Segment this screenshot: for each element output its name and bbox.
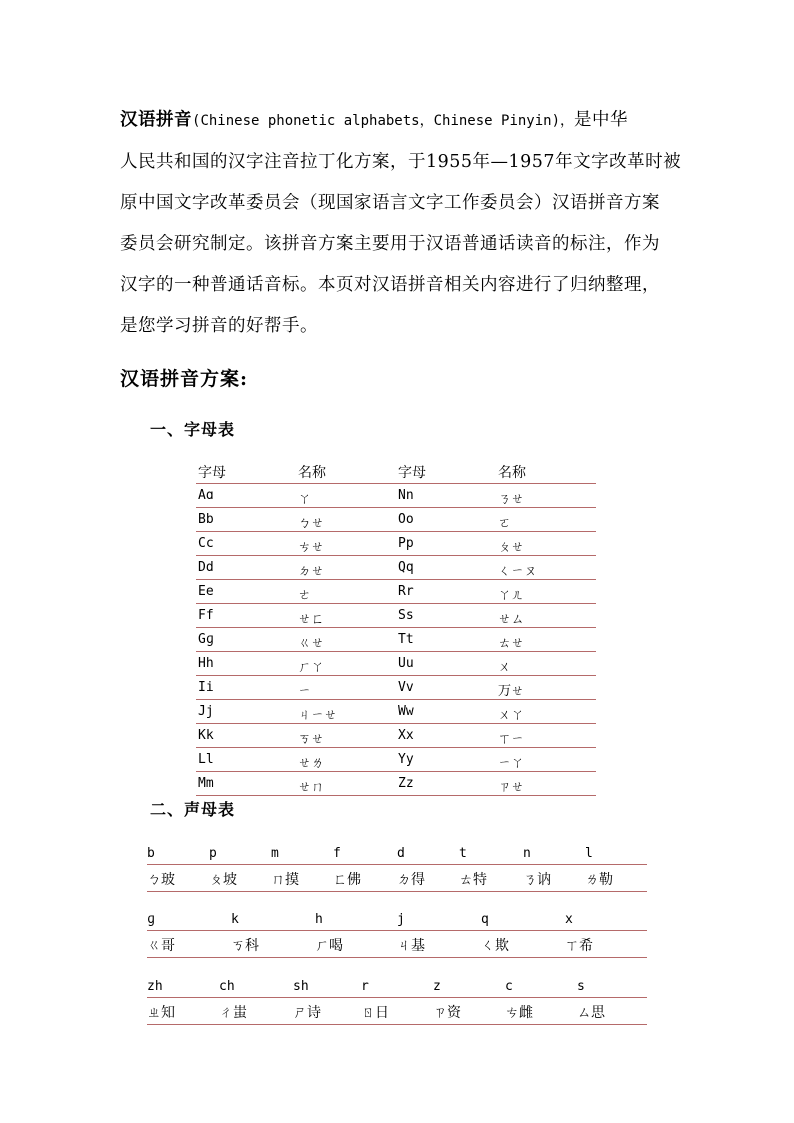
alphabet-cell-name-a: ㄧ (298, 684, 312, 699)
intro-line-1 (120, 100, 685, 142)
intro-paren-open: ( (192, 113, 201, 129)
alphabet-cell-letter-b: Ww (398, 704, 414, 719)
alphabet-cell-name-a: ㄝㄌ (298, 756, 325, 771)
intro-line-2: 人民共和国的汉字注音拉丁化方案，于1955年—1957年文字改革时被 (120, 152, 682, 172)
initial-latin: zh (147, 979, 163, 994)
alphabet-cell-letter-a: Ff (198, 608, 214, 623)
intro-line-3: 原中国文字改革委员会（现国家语言文字工作委员会）汉语拼音方案 (120, 193, 660, 213)
alphabet-section-title: 一、字母表 (150, 420, 236, 439)
initial-latin: ɡ (147, 912, 155, 927)
alphabet-cell-name-b: ㄨ (498, 660, 512, 675)
alphabet-row (196, 772, 596, 796)
alphabet-cell-letter-a: Ll (198, 752, 214, 767)
intro-line-4: 委员会研究制定。该拼音方案主要用于汉语普通话读音的标注，作为 (120, 234, 660, 254)
intro-line-1-tail: 是中华 (574, 110, 629, 130)
intro-latin-term: Chinese phonetic alphabets，Chinese Pinyin (200, 113, 552, 129)
alphabet-row (196, 580, 596, 604)
alphabet-cell-name-a: ㄉㄝ (298, 564, 325, 579)
initial-zhuyin-example: ㄑ欺 (481, 938, 509, 954)
alphabet-cell-letter-b: Nn (398, 488, 414, 503)
initials-zhuyin-row (147, 865, 647, 892)
header-letter-2: 字母 (398, 465, 426, 481)
intro-line-5: 汉字的一种普通话音标。本页对汉语拼音相关内容进行了归纳整理， (120, 275, 660, 295)
initials-latin-row (147, 909, 647, 931)
alphabet-cell-name-a: ㄎㄝ (298, 732, 325, 747)
alphabet-cell-letter-a: Mm (198, 776, 214, 791)
initial-latin: l (585, 846, 593, 861)
alphabet-row (196, 508, 596, 532)
initial-zhuyin-example: ㄈ佛 (333, 872, 361, 888)
initial-zhuyin-example: ㄅ玻 (147, 872, 175, 888)
alphabet-cell-name-b: ㄋㄝ (498, 492, 525, 507)
initial-latin: s (577, 979, 585, 994)
alphabet-cell-letter-a: Dd (198, 560, 214, 575)
alphabet-row (196, 676, 596, 700)
alphabet-cell-name-a: ㄝㄈ (298, 612, 325, 627)
alphabet-row (196, 628, 596, 652)
initial-latin: d (397, 846, 405, 861)
initial-zhuyin-example: ㄓ知 (147, 1005, 175, 1021)
initial-latin: b (147, 846, 155, 861)
alphabet-cell-name-b: ㄒㄧ (498, 732, 525, 747)
alphabet-cell-letter-a: Aɑ (198, 488, 214, 503)
alphabet-cell-name-a: ㄜ (298, 588, 312, 603)
alphabet-cell-letter-a: Bb (198, 512, 214, 527)
intro-line-6: 是您学习拼音的好帮手。 (120, 316, 318, 336)
alphabet-table (196, 460, 596, 796)
initial-latin: t (459, 846, 467, 861)
initial-latin: z (433, 979, 441, 994)
initial-latin: ch (219, 979, 235, 994)
initial-zhuyin-example: ㄙ思 (577, 1005, 605, 1021)
initials-latin-row (147, 843, 647, 865)
initials-group-2 (147, 909, 647, 958)
initial-zhuyin-example: ㄋ讷 (523, 872, 551, 888)
alphabet-cell-name-a: ㄍㄝ (298, 636, 325, 651)
initial-zhuyin-example: ㄌ勒 (585, 872, 613, 888)
alphabet-cell-letter-b: Zz (398, 776, 414, 791)
initial-latin: p (209, 846, 217, 861)
alphabet-cell-letter-b: Uu (398, 656, 414, 671)
intro-paragraph (120, 100, 685, 347)
initials-zhuyin-row (147, 931, 647, 958)
initial-zhuyin-example: ㄐ基 (397, 938, 425, 954)
intro-lead-term: 汉语拼音 (120, 110, 192, 130)
alphabet-cell-letter-a: Cc (198, 536, 214, 551)
alphabet-cell-letter-a: Gɡ (198, 632, 214, 647)
alphabet-cell-letter-b: Oo (398, 512, 414, 527)
alphabet-row (196, 484, 596, 508)
initial-latin: r (361, 979, 369, 994)
alphabet-cell-letter-a: Kk (198, 728, 214, 743)
alphabet-cell-name-b: ㄪㄝ (498, 684, 525, 699)
initial-latin: n (523, 846, 531, 861)
header-letter-1: 字母 (198, 465, 226, 481)
alphabet-row (196, 556, 596, 580)
alphabet-row (196, 652, 596, 676)
alphabet-cell-name-a: ㄏㄚ (298, 660, 325, 675)
initial-zhuyin-example: ㄔ蚩 (219, 1005, 247, 1021)
alphabet-cell-name-a: ㄅㄝ (298, 516, 325, 531)
alphabet-cell-letter-b: Tt (398, 632, 414, 647)
initials-latin-row (147, 976, 647, 998)
intro-paren-close: )， (551, 113, 575, 129)
alphabet-cell-letter-a: Ee (198, 584, 214, 599)
alphabet-cell-letter-b: Xx (398, 728, 414, 743)
alphabet-cell-letter-a: Ii (198, 680, 214, 695)
alphabet-cell-letter-b: Vv (398, 680, 414, 695)
pinyin-scheme-heading: 汉语拼音方案: (120, 368, 249, 390)
alphabet-row (196, 700, 596, 724)
initial-zhuyin-example: ㄍ哥 (147, 938, 175, 954)
alphabet-cell-name-a: ㄝㄇ (298, 780, 325, 795)
alphabet-cell-name-b: ㄆㄝ (498, 540, 525, 555)
initial-zhuyin-example: ㄘ雌 (505, 1005, 533, 1021)
initials-group-1 (147, 843, 647, 892)
header-name-1: 名称 (298, 465, 326, 481)
initial-zhuyin-example: ㄊ特 (459, 872, 487, 888)
initial-latin: f (333, 846, 341, 861)
alphabet-cell-name-b: ㄨㄚ (498, 708, 525, 723)
initial-latin: j (397, 912, 405, 927)
alphabet-cell-name-a: ㄘㄝ (298, 540, 325, 555)
initial-zhuyin-example: ㄗ资 (433, 1005, 461, 1021)
alphabet-cell-name-b: ㄛ (498, 516, 512, 531)
alphabet-cell-letter-a: Hh (198, 656, 214, 671)
alphabet-cell-name-a: ㄐㄧㄝ (298, 708, 338, 723)
initial-latin: c (505, 979, 513, 994)
alphabet-cell-letter-a: Jj (198, 704, 214, 719)
alphabet-cell-letter-b: Ss (398, 608, 414, 623)
alphabet-cell-name-b: ㄊㄝ (498, 636, 525, 651)
initial-zhuyin-example: ㄖ日 (361, 1005, 389, 1021)
alphabet-cell-name-b: ㄝㄙ (498, 612, 525, 627)
alphabet-row (196, 724, 596, 748)
alphabet-cell-name-b: ㄚㄦ (498, 588, 525, 603)
alphabet-cell-letter-b: Rr (398, 584, 414, 599)
initials-section-title: 二、声母表 (150, 800, 236, 819)
initial-zhuyin-example: ㄉ得 (397, 872, 425, 888)
alphabet-cell-letter-b: Qq (398, 560, 414, 575)
initial-latin: q (481, 912, 489, 927)
alphabet-table-header (196, 460, 596, 484)
alphabet-row (196, 748, 596, 772)
initial-latin: k (231, 912, 239, 927)
alphabet-cell-name-a: ㄚ (298, 492, 312, 507)
alphabet-row (196, 532, 596, 556)
initials-zhuyin-row (147, 998, 647, 1025)
initial-zhuyin-example: ㄏ喝 (315, 938, 343, 954)
alphabet-cell-name-b: ㄑㄧㄡ (498, 564, 538, 579)
initials-group-3 (147, 976, 647, 1025)
initial-latin: sh (293, 979, 309, 994)
alphabet-cell-letter-b: Yy (398, 752, 414, 767)
alphabet-cell-name-b: ㄧㄚ (498, 756, 525, 771)
initial-zhuyin-example: ㄇ摸 (271, 872, 299, 888)
initial-latin: x (565, 912, 573, 927)
alphabet-row (196, 604, 596, 628)
initial-latin: h (315, 912, 323, 927)
initial-zhuyin-example: ㄒ希 (565, 938, 593, 954)
initial-zhuyin-example: ㄕ诗 (293, 1005, 321, 1021)
initial-zhuyin-example: ㄎ科 (231, 938, 259, 954)
initial-latin: m (271, 846, 279, 861)
alphabet-cell-letter-b: Pp (398, 536, 414, 551)
initial-zhuyin-example: ㄆ坡 (209, 872, 237, 888)
header-name-2: 名称 (498, 465, 526, 481)
alphabet-cell-name-b: ㄗㄝ (498, 780, 525, 795)
